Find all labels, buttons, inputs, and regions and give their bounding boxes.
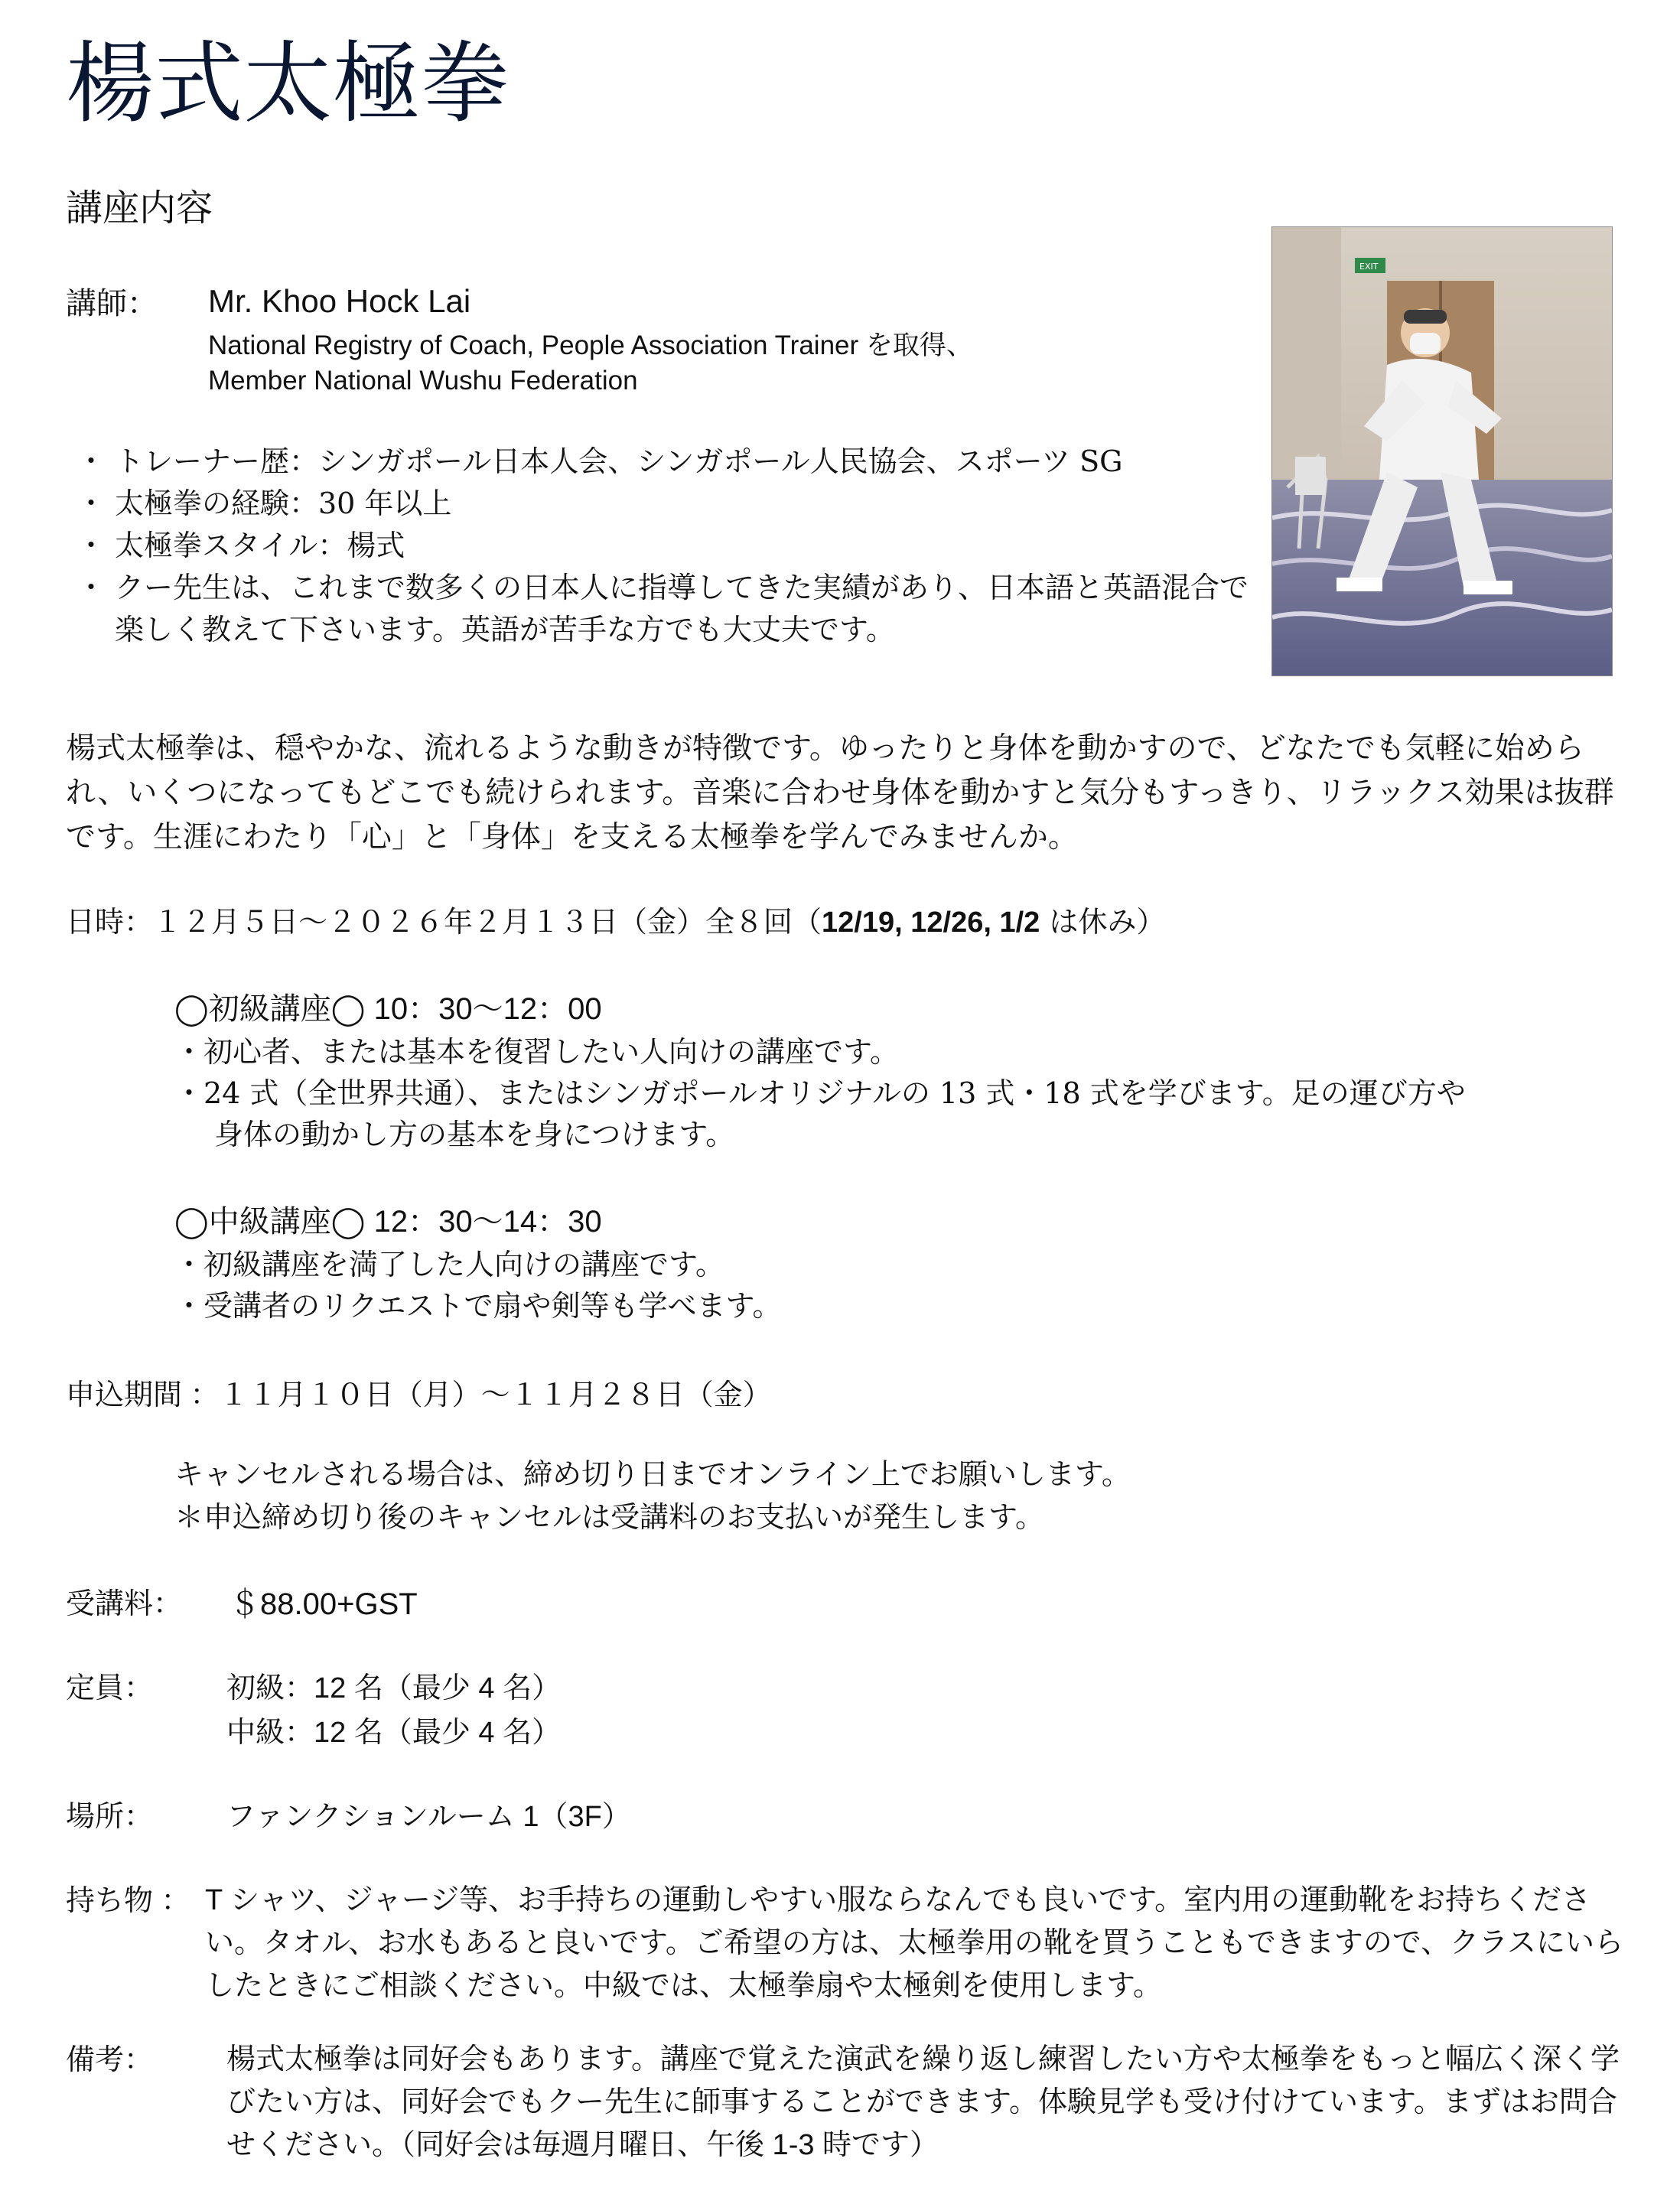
cancel-line-2: ＊申込締め切り後のキャンセルは受講料のお支払いが発生します。: [174, 1500, 1044, 1534]
schedule-holidays: 12/19, 12/26, 1/2: [822, 907, 1040, 939]
beginner-line-1: ・初心者、または基本を復習したい人向けの講座です。: [174, 1035, 899, 1069]
instructor-bullets: [77, 441, 1270, 651]
bullet-item: ・ クー先生は、これまで数多くの日本人に指導してきた実績があり、日本語と英語混合で楽しく教えて下さいます。英語が苦手な方でも大丈夫です。: [77, 571, 1249, 646]
bullet-item: ・ 太極拳スタイル：楊式: [77, 529, 405, 562]
schedule-line: [66, 901, 1165, 943]
remarks-label: 備考：: [66, 2044, 154, 2076]
application-label: 申込期間 ：: [66, 1379, 220, 1411]
beginner-line-2: ・24 式（全世界共通）、またはシンガポールオリジナルの 13 式・18 式を学びます。足の運び方や: [174, 1076, 1466, 1110]
intermediate-heading: ◯中級講座◯: [174, 1205, 366, 1239]
fee-label: 受講料：: [66, 1588, 183, 1620]
application-line: [66, 1374, 772, 1416]
exit-sign-text: EXIT: [1359, 262, 1379, 272]
application-period: １１月１０日（月）～１１月２８日（金）: [219, 1378, 772, 1411]
venue-label: 場所：: [66, 1801, 154, 1833]
beginner-heading-line: [174, 988, 602, 1030]
intermediate-time: 12：30～14：30: [365, 1205, 602, 1239]
intermediate-heading-line: [174, 1201, 602, 1242]
beginner-line-3: 身体の動かし方の基本を身につけます。: [214, 1118, 735, 1151]
venue-value: ファンクションルーム 1（3F）: [226, 1801, 631, 1833]
remarks-text: 楊式太極拳は同好会もあります。講座で覚えた演武を繰り返し練習したい方や太極拳をもっと幅広く深く学びたい方は、同好会でもクー先生に師事することができます。体験見学も受け付けています。まずはお問合せください。（同好会は毎週月曜日、午後 1-3 時です）: [226, 2043, 1620, 2161]
instructor-label: 講師：: [66, 286, 158, 321]
page-title: 楊式太極拳: [66, 32, 510, 135]
beginner-time: 10：30～12：00: [365, 992, 602, 1026]
schedule-holidays-suffix: は休み）: [1040, 905, 1166, 939]
section-heading: 講座内容: [66, 187, 213, 230]
capacity-label: 定員：: [66, 1672, 154, 1704]
schedule-label: 日時：: [66, 905, 154, 939]
fee-value: ＄88.00+GST: [230, 1587, 418, 1621]
instructor-credential-2: Member National Wushu Federation: [208, 366, 638, 396]
bullet-item: ・ 太極拳の経験：30 年以上: [77, 487, 452, 520]
beginner-heading: ◯初級講座◯: [174, 992, 366, 1026]
instructor-credential-1: National Registry of Coach, People Association Trainer を取得、: [208, 330, 973, 360]
capacity-intermediate: 中級：12 名（最少 4 名）: [226, 1717, 562, 1749]
schedule-dates: １２月５日～２０２６年２月１３日（金）全８回（: [153, 905, 822, 939]
intro-paragraph: 楊式太極拳は、穏やかな、流れるような動きが特徴です。ゆったりと身体を動かすので、どなたでも気軽に始められ、いくつになってもどこでも続けられます。音楽に合わせ身体を動かすと気分もすっきり、リラックス効果は抜群です。生涯にわたり「心」と「身体」を支える太極拳を学んでみませんか。: [66, 731, 1614, 855]
intermediate-line-2: ・受講者のリクエストで扇や剣等も学べます。: [174, 1289, 782, 1323]
intermediate-line-1: ・初級講座を満了した人向けの講座です。: [174, 1248, 724, 1281]
instructor-name: Mr. Khoo Hock Lai: [208, 283, 471, 319]
cancel-line-1: キャンセルされる場合は、締め切り日までオンライン上でお願いします。: [174, 1457, 1131, 1491]
bullet-item: ・ トレーナー歴：シンガポール日本人会、シンガポール人民協会、スポーツ SG: [77, 444, 1123, 478]
instructor-photo: [1271, 226, 1613, 676]
capacity-beginner: 初級：12 名（最少 4 名）: [226, 1672, 562, 1704]
items-label: 持ち物 ：: [66, 1885, 190, 1917]
items-text: T シャツ、ジャージ等、お手持ちの運動しやすい服ならなんでも良いです。室内用の運動靴をお持ちください。タオル、お水もあると良いです。ご希望の方は、太極拳用の靴を買うこともできますので、クラスにいらしたときにご相談ください。中級では、太極拳扇や太極剣を使用します。: [205, 1884, 1624, 2002]
